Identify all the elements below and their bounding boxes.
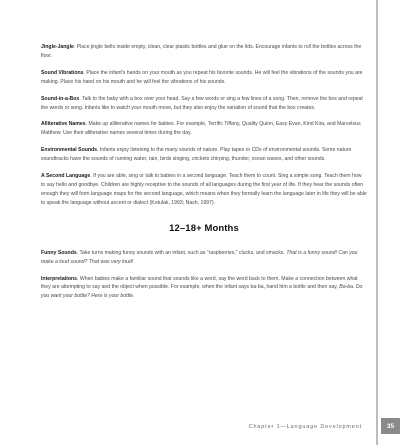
page-number: 35 — [381, 418, 400, 434]
entry-term: Jingle-Jangle — [41, 44, 74, 50]
entry-sound-vibrations: Sound Vibrations. Place the infant's hands on your mouth as you repeat his favorite sounds. He will feel the vibrations of the sounds you are making. Place his hand on his mouth and he will feel the vibrations of his sounds. — [41, 69, 363, 85]
section-heading: 12–18+ Months — [169, 222, 239, 234]
entry-quote: Ba-ba. Do you want your bottle? Here is your bottle. — [41, 284, 363, 300]
entry-text: If you are able, sing or talk to babies in a second language. Teach them to count. Sing a simple song. Teach them how to say hello and goodbye. Children are highly receptive to the sounds of all languages during the first year of life. If they hear the sounds often enough they will form language maps for the second language, which means when they formally learn the language later in life they will be able to speak the language without accent or dialect (Kotulak, 1993; Nash, 1997). — [41, 173, 367, 206]
page-content — [41, 43, 367, 309]
entry-text: Take turns making funny sounds with an infant, such as “raspberries,” clucks, and smacks. — [79, 249, 285, 256]
entry-alliterative-names: Alliterative Names. Make up alliterative names for babies. For example, Terrific Tiffany, Quality Quinn, Easy Evan, Kind Kira, and Marvelous Matthew. Use their alliterative names several times during the day. — [41, 121, 361, 137]
entry-sound-in-a-box: Sound-in-a-Box. Talk to the baby with a box over your head. Say a few words or sing a few lines of a song. Then, remove the box and repeat the words or song. Infants like to watch your mouth move, but they also enjoy the variation of sound that the box creates. — [41, 95, 363, 111]
entry-jingle-jangle: Jingle-Jangle. Place jingle bells inside empty, clean, clear plastic bottles and glue on the lids. Encourage infants to roll the bottles across the floor. — [41, 44, 362, 59]
entry-quote: That is a funny sound! Can you make a loud sound? That was very loud! — [41, 249, 358, 265]
entry-text: Place the infant's hands on your mouth as you repeat his favorite sounds. He will feel the vibrations of the sounds you are making. Place his hand on his mouth and he will feel the vibrations of his sounds. — [41, 69, 363, 85]
chapter-footer: Chapter 1—Language Development — [248, 424, 362, 430]
entry-text: When babies make a familiar sound that sounds like a word, say the word back to them. Make a connection between what they are attempting to say and the object when possible. For example, when the infant says ba-ba, hand him a bottle and then say, — [41, 275, 358, 291]
entry-term: Environmental Sounds — [41, 147, 97, 154]
entry-funny-sounds: Funny Sounds. Take turns making funny sounds with an infant, such as “raspberries,” clucks, and smacks. That is a funny sound! Can you make a loud sound? That was very loud! — [41, 249, 358, 265]
entry-environmental-sounds: Environmental Sounds. Infants enjoy listening to the many sounds of nature. Play tapes or CDs of environmental sounds. Some nature soundtracks have the sounds of running water, rain, birds singing, crickets chirping, thunder, ocean waves, and other sounds. — [41, 147, 352, 163]
page-edge-rule — [376, 0, 378, 445]
entry-text: Talk to the baby with a box over your head. Say a few words or sing a few lines of a song. Then, remove the box and repeat the words or song. Infants like to watch your mouth move, but they also enjoy the variation of sound that the box creates. — [41, 95, 363, 111]
entry-term: Interpretations — [41, 275, 77, 282]
entry-text: Place jingle bells inside empty, clean, clear plastic bottles and glue on the lids. Encourage infants to roll the bottles across the floor. — [41, 44, 362, 59]
entry-term: Sound Vibrations — [41, 69, 84, 76]
entry-a-second-language: A Second Language. If you are able, sing or talk to babies in a second language. Teach them to count. Sing a simple song. Teach them how to say hello and goodbye. Children are highly receptive to the sounds of all languages during the first year of life. If they hear the sounds often enough they will form language maps for the second language, which means when they formally learn the language later in life they will be able to speak the language without accent or dialect (Kotulak, 1993; Nash, 1997). — [41, 173, 367, 206]
entry-term: Funny Sounds — [41, 249, 77, 256]
entry-text: Make up alliterative names for babies. For example, Terrific Tiffany, Quality Quinn, Easy Evan, Kind Kira, and Marvelous Matthew. Use their alliterative names several times during the day. — [41, 121, 361, 137]
entry-term: A Second Language — [41, 173, 91, 180]
entry-text: Infants enjoy listening to the many sounds of nature. Play tapes or CDs of environmental sounds. Some nature soundtracks have the sounds of running water, rain, birds singing, crickets chirping, thunder, ocean waves, and other sounds. — [41, 147, 352, 163]
entry-interpretations: Interpretations. When babies make a familiar sound that sounds like a word, say the word back to them. Make a connection between what they are attempting to say and the object when possible. For example, when the infant says ba-ba, hand him a bottle and then say, Ba-ba. Do you want your bottle? Here is your bottle. — [41, 275, 363, 300]
entry-term: Sound-in-a-Box — [41, 95, 80, 102]
entry-term: Alliterative Names — [41, 121, 86, 128]
